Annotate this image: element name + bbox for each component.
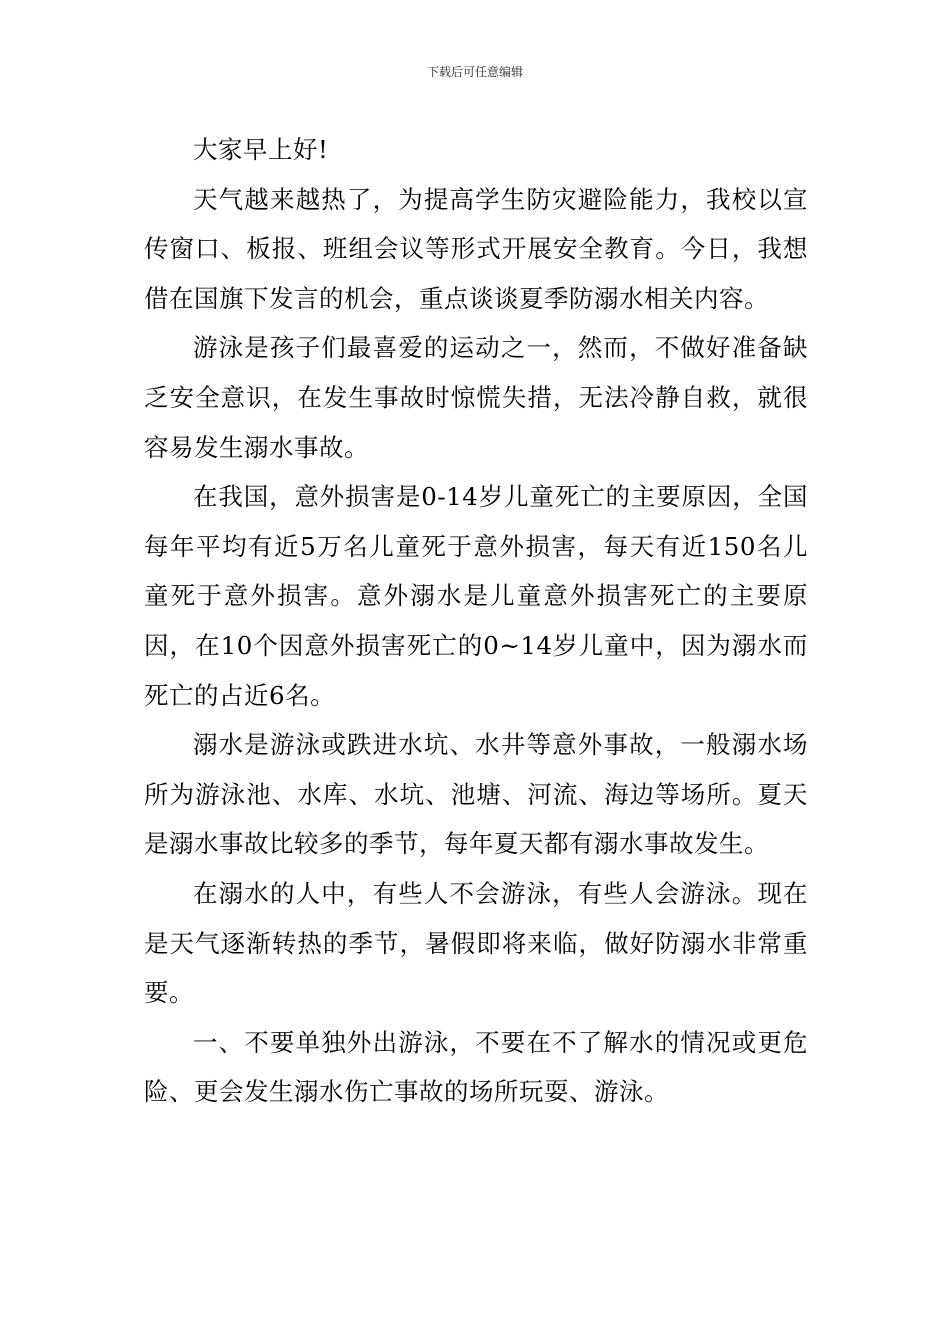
paragraph-intro: 天气越来越热了，为提高学生防灾避险能力，我校以宣传窗口、板报、班组会议等形式开展安全教育。今日，我想借在国旗下发言的机会，重点谈谈夏季防溺水相关内容。	[144, 184, 808, 313]
paragraph-rule-one: 一、不要单独外出游泳，不要在不了解水的情况或更危险、更会发生溺水伤亡事故的场所玩耍、游泳。	[144, 1027, 808, 1107]
paragraph-importance: 在溺水的人中，有些人不会游泳，有些人会游泳。现在是天气逐渐转热的季节，暑假即将来临，做好防溺水非常重要。	[144, 878, 808, 1008]
paragraph-greeting: 大家早上好!	[193, 135, 329, 164]
page-header: 下载后可任意编辑	[426, 65, 523, 79]
paragraph-drowning-places: 溺水是游泳或跌进水坑、水井等意外事故，一般溺水场所为游泳池、水库、水坑、池塘、河流、海边等场所。夏天是溺水事故比较多的季节，每年夏天都有溺水事故发生。	[144, 730, 808, 859]
paragraph-statistics: 在我国，意外损害是0-14岁儿童死亡的主要原因，全国每年平均有近5万名儿童死于意外损害，每天有近150名儿童死于意外损害。意外溺水是儿童意外损害死亡的主要原因，在10个因意外损害死亡的0~14岁儿童中，因为溺水而死亡的占近6名。	[144, 482, 808, 710]
paragraph-swimming: 游泳是孩子们最喜爱的运动之一，然而，不做好准备缺乏安全意识，在发生事故时惊慌失措，无法冷静自救，就很容易发生溺水事故。	[144, 333, 808, 462]
document-body	[144, 125, 808, 1117]
